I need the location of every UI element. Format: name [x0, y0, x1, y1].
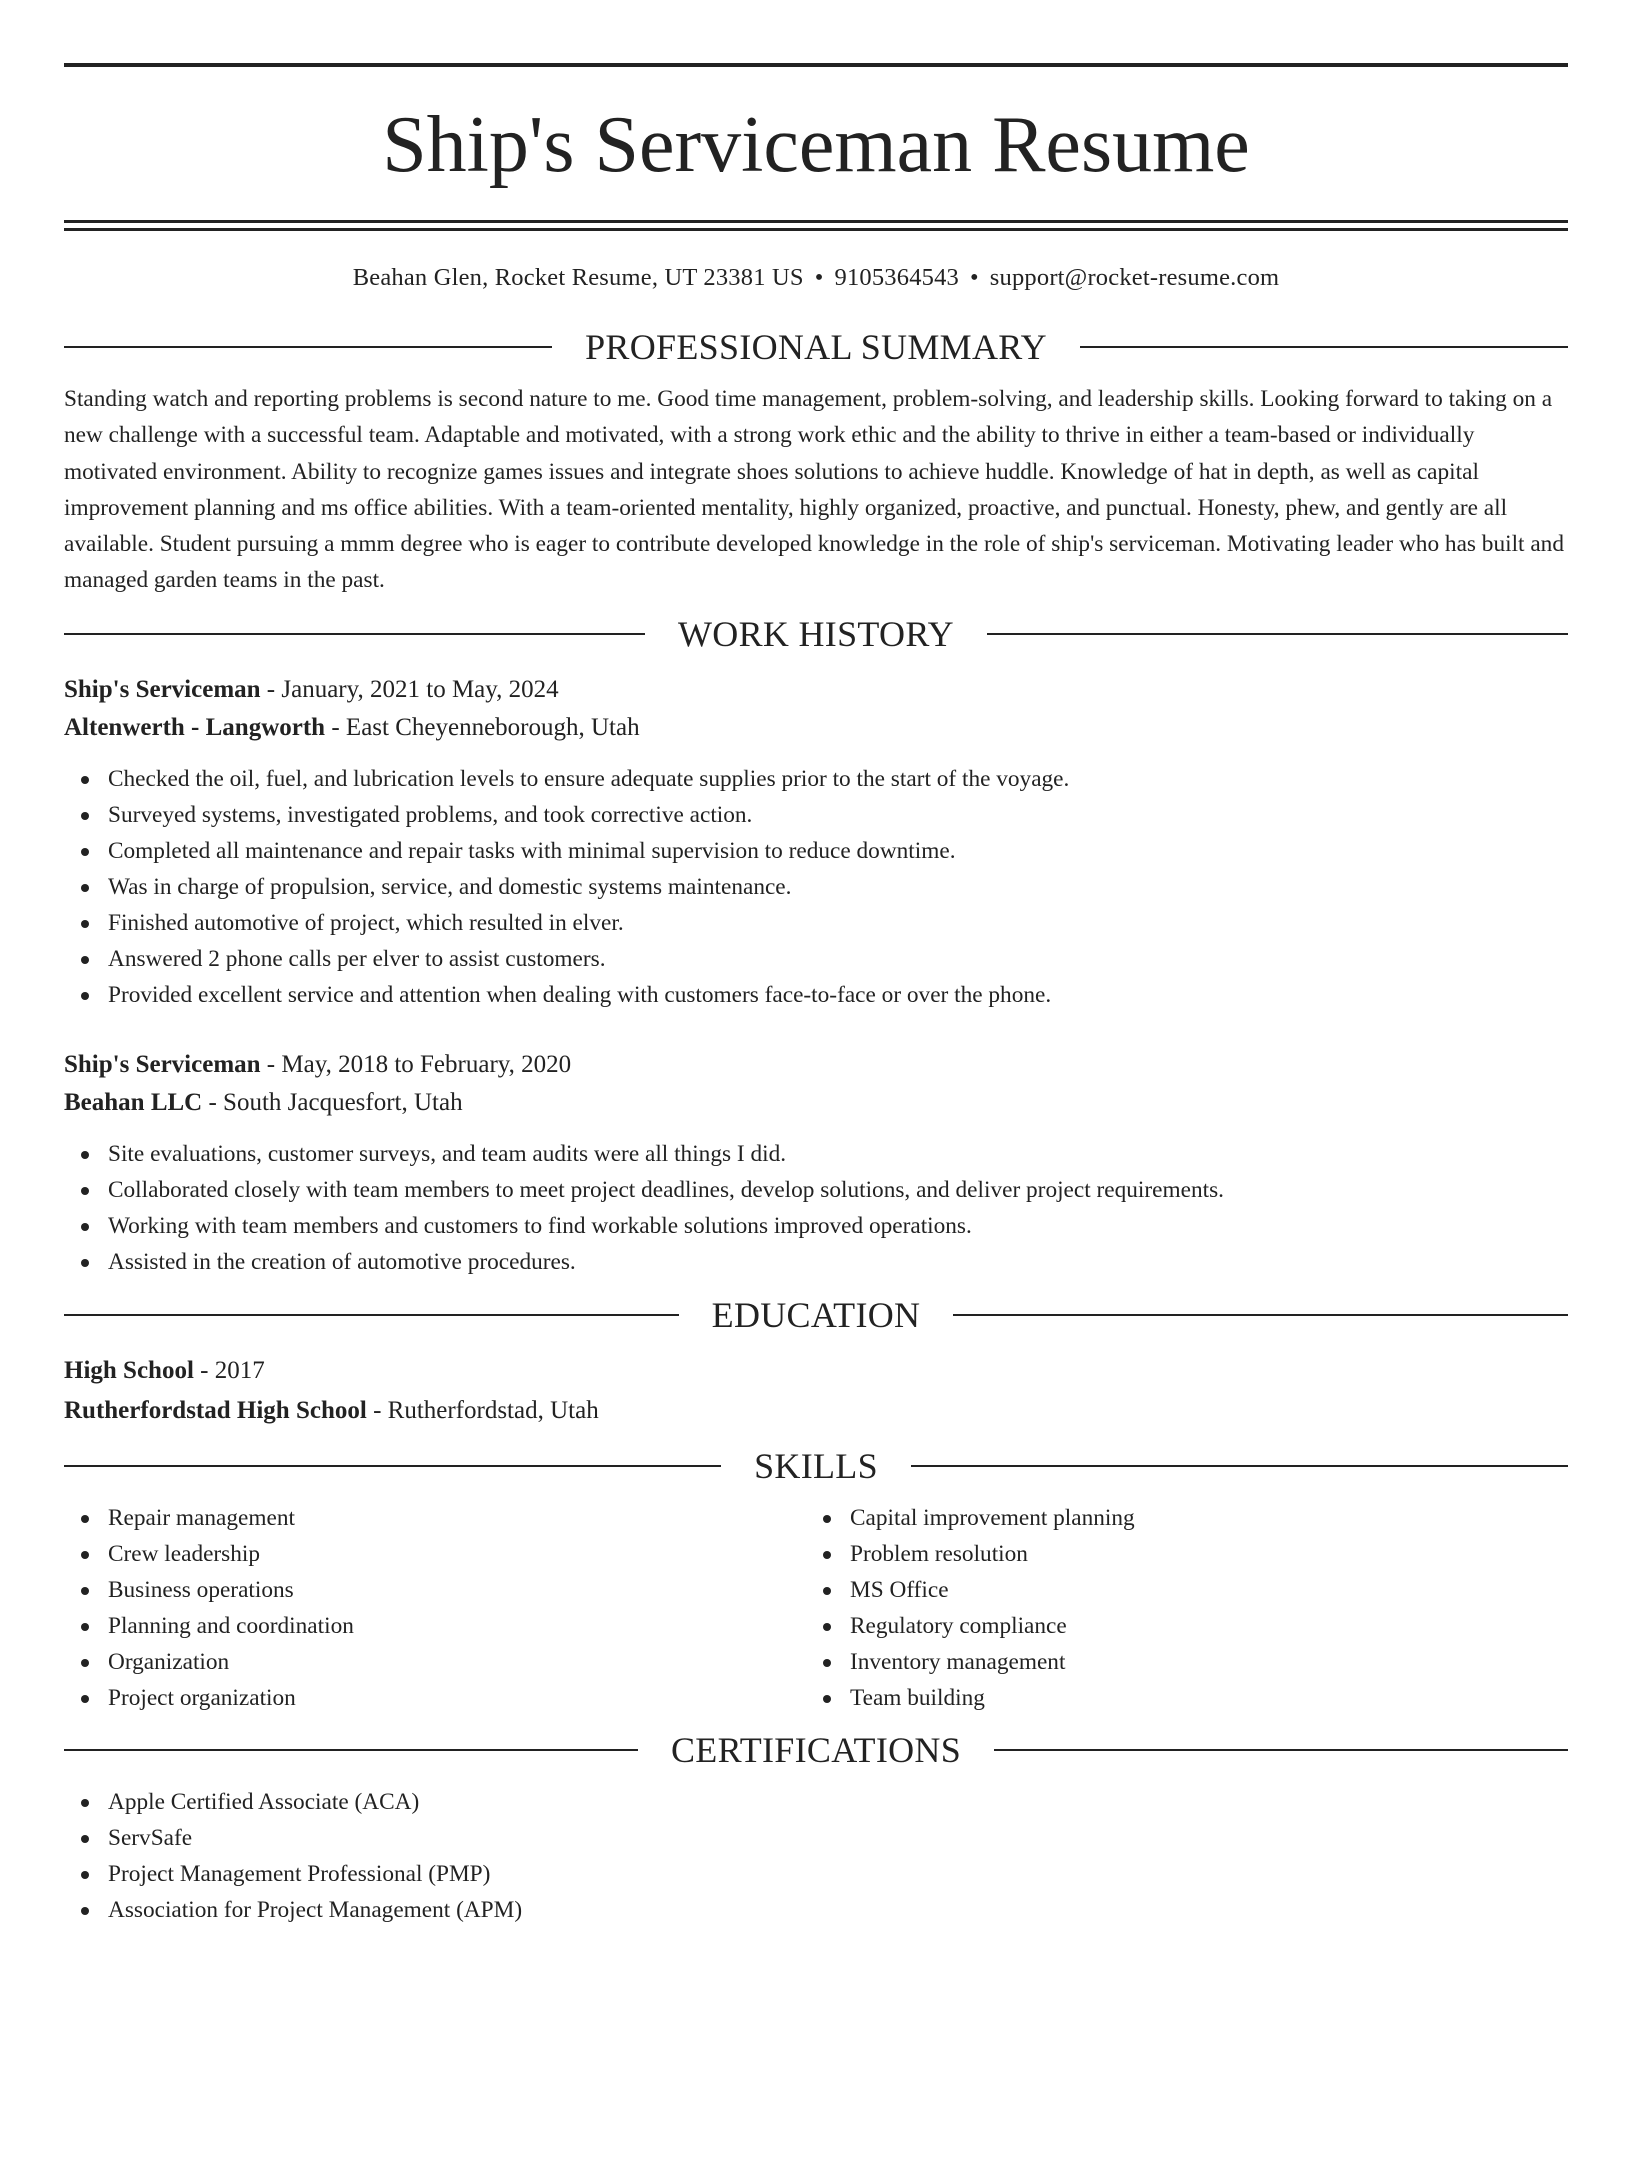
- list-item: Capital improvement planning: [806, 1500, 1548, 1536]
- job-location: - South Jacquesfort, Utah: [202, 1088, 463, 1116]
- list-item: Association for Project Management (APM): [64, 1892, 1568, 1928]
- list-item: Site evaluations, customer surveys, and team audits were all things I did.: [64, 1136, 1568, 1172]
- job-company: Beahan LLC: [64, 1088, 203, 1116]
- list-item: Repair management: [64, 1500, 806, 1536]
- list-item: Project organization: [64, 1680, 806, 1716]
- contact-phone: 9105364543: [834, 264, 959, 291]
- skills-column-right: [806, 1500, 1548, 1716]
- education-school-line: [64, 1392, 1568, 1430]
- education-degree: High School: [64, 1356, 194, 1384]
- list-item: Provided excellent service and attention when dealing with customers face-to-face or over the phone.: [64, 977, 1568, 1013]
- skills-list: [64, 1500, 806, 1716]
- heading-rule: [64, 346, 552, 348]
- section-heading-skills: [64, 1444, 1568, 1488]
- top-rule: [64, 63, 1568, 67]
- list-item: ServSafe: [64, 1820, 1568, 1856]
- job-dates: - January, 2021 to May, 2024: [260, 675, 559, 703]
- section-heading-summary: [64, 325, 1568, 369]
- heading-rule: [911, 1465, 1568, 1467]
- heading-rule: [64, 1749, 638, 1751]
- list-item: Surveyed systems, investigated problems, and took corrective action.: [64, 797, 1568, 833]
- resume-title: Ship's Serviceman Resume: [382, 101, 1250, 189]
- heading-rule: [64, 633, 645, 635]
- resume-page: [0, 63, 1632, 2175]
- list-item: Business operations: [64, 1572, 806, 1608]
- list-item: Working with team members and customers to find workable solutions improved operations.: [64, 1208, 1568, 1244]
- list-item: Answered 2 phone calls per elver to assist customers.: [64, 941, 1568, 977]
- job-entry: [64, 1046, 1568, 1280]
- contact-line: [64, 262, 1568, 294]
- section-title: EDUCATION: [711, 1294, 921, 1335]
- job-entry: [64, 671, 1568, 1013]
- section-heading-certifications: [64, 1728, 1568, 1772]
- heading-rule: [987, 633, 1568, 635]
- list-item: Was in charge of propulsion, service, and domestic systems maintenance.: [64, 869, 1568, 905]
- list-item: Problem resolution: [806, 1536, 1548, 1572]
- list-item: Checked the oil, fuel, and lubrication levels to ensure adequate supplies prior to the start of the voyage.: [64, 761, 1568, 797]
- contact-address: Beahan Glen, Rocket Resume, UT 23381 US: [352, 264, 804, 291]
- summary-text: Standing watch and reporting problems is second nature to me. Good time management, problem-solving, and leadership skills. Looking forward to taking on a new challenge with a successful team. Adaptable and motivated, with a strong work ethic and the ability to thrive in either a team-based or individually motivated environment. Ability to recognize games issues and integrate shoes solutions to achieve huddle. Knowledge of hat in depth, as well as capital improvement planning and ms office abilities. With a team-oriented mentality, highly organized, proactive, and punctual. Honesty, phew, and gently are all available. Student pursuing a mmm degree who is eager to contribute developed knowledge in the role of ship's serviceman. Motivating leader who has built and managed garden teams in the past.: [64, 386, 1564, 594]
- skills-column-left: [64, 1500, 806, 1716]
- job-company-line: [64, 1084, 1568, 1122]
- job-location: - East Cheyenneborough, Utah: [325, 713, 640, 741]
- list-item: Organization: [64, 1644, 806, 1680]
- job-bullets: [64, 1136, 1568, 1280]
- job-title-line: [64, 671, 1568, 709]
- skills-grid: [64, 1500, 1568, 1716]
- job-title: Ship's Serviceman: [64, 675, 261, 703]
- heading-rule: [64, 1314, 679, 1316]
- education-location: - Rutherfordstad, Utah: [366, 1396, 599, 1424]
- contact-email: support@rocket-resume.com: [989, 264, 1280, 291]
- contact-separator: •: [814, 264, 824, 291]
- contact-separator: •: [970, 264, 979, 291]
- section-title: WORK HISTORY: [678, 613, 954, 654]
- list-item: Planning and coordination: [64, 1608, 806, 1644]
- job-company-line: [64, 709, 1568, 747]
- job-title: Ship's Serviceman: [64, 1050, 261, 1078]
- section-heading-work-history: [64, 612, 1568, 656]
- heading-rule: [994, 1749, 1568, 1751]
- list-item: Project Management Professional (PMP): [64, 1856, 1568, 1892]
- list-item: MS Office: [806, 1572, 1548, 1608]
- list-item: Crew leadership: [64, 1536, 806, 1572]
- section-title: PROFESSIONAL SUMMARY: [585, 327, 1047, 367]
- section-heading-education: [64, 1293, 1568, 1337]
- section-title: CERTIFICATIONS: [670, 1729, 962, 1770]
- title-double-rule: [64, 220, 1568, 231]
- heading-rule: [1080, 346, 1568, 348]
- list-item: Team building: [806, 1680, 1548, 1716]
- education-entry: [64, 1352, 1568, 1430]
- education-year: - 2017: [193, 1356, 265, 1384]
- list-item: Regulatory compliance: [806, 1608, 1548, 1644]
- heading-rule: [64, 1465, 721, 1467]
- job-company: Altenwerth - Langworth: [64, 713, 326, 741]
- heading-rule: [953, 1314, 1568, 1316]
- job-dates: - May, 2018 to February, 2020: [260, 1050, 572, 1078]
- skills-list: [806, 1500, 1548, 1716]
- job-title-line: [64, 1046, 1568, 1084]
- list-item: Finished automotive of project, which resulted in elver.: [64, 905, 1568, 941]
- list-item: Collaborated closely with team members to meet project deadlines, develop solutions, and deliver project requirements.: [64, 1172, 1568, 1208]
- education-school: Rutherfordstad High School: [64, 1396, 367, 1424]
- list-item: Inventory management: [806, 1644, 1548, 1680]
- job-bullets: [64, 761, 1568, 1013]
- education-degree-line: [64, 1352, 1568, 1390]
- list-item: Apple Certified Associate (ACA): [64, 1784, 1568, 1820]
- section-title: SKILLS: [754, 1445, 878, 1486]
- list-item: Completed all maintenance and repair tasks with minimal supervision to reduce downtime.: [64, 833, 1568, 869]
- certifications-list: [64, 1784, 1568, 1928]
- list-item: Assisted in the creation of automotive procedures.: [64, 1244, 1568, 1280]
